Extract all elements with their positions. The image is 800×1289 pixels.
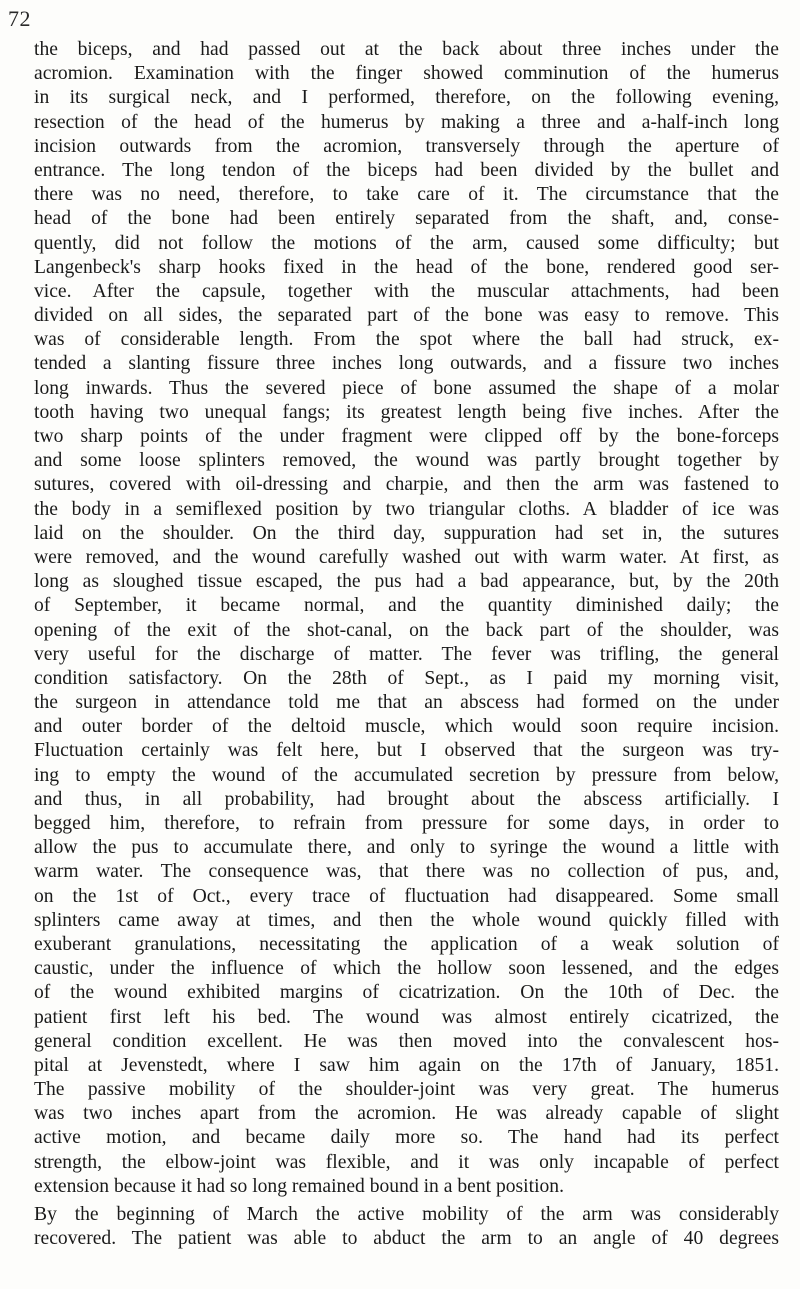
page-number: 72 [8, 6, 31, 31]
text-line: recovered. The patient was able to abduct the arm to an angle of 40 degrees [34, 1228, 779, 1250]
text-line: and thus, in all probability, had brought about the abscess artificially. I [34, 788, 779, 810]
text-line: allow the pus to accumulate there, and only to syringe the wound a little with [34, 837, 779, 859]
text-line: very useful for the discharge of matter. The fever was trifling, the general [34, 643, 779, 665]
text-line: in its surgical neck, and I performed, therefore, on the following evening, [34, 87, 779, 109]
text-line: opening of the exit of the shot-canal, on the back part of the shoulder, was [34, 619, 779, 641]
text-line: exuberant granulations, necessitating the application of a weak solution of [34, 933, 779, 955]
body-text [34, 38, 779, 1251]
text-line: long inwards. Thus the severed piece of bone assumed the shape of a molar [34, 377, 779, 399]
paragraph-2 [34, 1203, 779, 1251]
text-line: begged him, therefore, to refrain from pressure for some days, in order to [34, 813, 779, 834]
text-line: tooth having two unequal fangs; its greatest length being five inches. After the [34, 401, 779, 423]
text-line: the body in a semiflexed position by two triangular cloths. A bladder of ice was [34, 498, 779, 520]
text-line: there was no need, therefore, to take care of it. The circumstance that the [34, 184, 779, 206]
text-line: of September, it became normal, and the quantity diminished daily; the [34, 595, 779, 617]
text-line: were removed, and the wound carefully washed out with warm water. At first, as [34, 546, 779, 568]
text-line: Fluctuation certainly was felt here, but I observed that the surgeon was try- [34, 740, 779, 762]
text-line: laid on the shoulder. On the third day, suppuration had set in, the sutures [34, 522, 779, 544]
text-line: resection of the head of the humerus by making a three and a-half-inch long [34, 111, 779, 133]
text-line: entrance. The long tendon of the biceps had been divided by the bullet and [34, 159, 779, 181]
text-line: divided on all sides, the separated part of the bone was easy to remove. This [34, 305, 779, 327]
text-line: acromion. Examination with the finger showed comminution of the humerus [34, 63, 779, 85]
text-line: pital at Jevenstedt, where I saw him again on the 17th of January, 1851. [34, 1054, 779, 1076]
text-line: tended a slanting fissure three inches long outwards, and a fissure two inches [34, 353, 779, 375]
text-line: the biceps, and had passed out at the back about three inches under the [34, 39, 779, 60]
text-line: the surgeon in attendance told me that an abscess had formed on the under [34, 692, 779, 714]
text-line: and outer border of the deltoid muscle, which would soon require incision. [34, 716, 779, 738]
text-line: patient first left his bed. The wound was almost entirely cicatrized, the [34, 1006, 779, 1028]
text-line: general condition excellent. He was then moved into the convalescent hos- [34, 1030, 779, 1052]
text-line: vice. After the capsule, together with the muscular attachments, had been [34, 280, 779, 302]
text-line: two sharp points of the under fragment were clipped off by the bone-forceps [34, 426, 779, 447]
text-line: Langenbeck's sharp hooks fixed in the head of the bone, rendered good ser- [34, 256, 779, 278]
text-line: ing to empty the wound of the accumulated secretion by pressure from below, [34, 764, 779, 786]
text-line: extension because it had so long remained bound in a bent position. [34, 1175, 565, 1197]
text-line: By the beginning of March the active mobility of the arm was considerably [34, 1204, 779, 1225]
text-line: of the wound exhibited margins of cicatrization. On the 10th of Dec. the [34, 982, 779, 1004]
text-line: was of considerable length. From the spot where the ball had struck, ex- [34, 329, 779, 351]
text-line: incision outwards from the acromion, transversely through the aperture of [34, 135, 779, 157]
text-line: warm water. The consequence was, that there was no collection of pus, and, [34, 861, 779, 883]
text-line: splinters came away at times, and then the whole wound quickly filled with [34, 909, 779, 931]
text-line: The passive mobility of the shoulder-joint was very great. The humerus [34, 1079, 779, 1101]
text-line: head of the bone had been entirely separated from the shaft, and, conse- [34, 208, 779, 230]
text-line: active motion, and became daily more so. The hand had its perfect [34, 1127, 779, 1149]
text-line: long as sloughed tissue escaped, the pus had a bad appearance, but, by the 20th [34, 571, 779, 593]
paragraph-1 [34, 38, 779, 1199]
text-line: and some loose splinters removed, the wound was partly brought together by [34, 450, 779, 472]
text-line: sutures, covered with oil-dressing and charpie, and then the arm was fastened to [34, 474, 779, 496]
text-line: quently, did not follow the motions of the arm, caused some difficulty; but [34, 232, 779, 254]
text-line: condition satisfactory. On the 28th of Sept., as I paid my morning visit, [34, 667, 779, 689]
text-line: on the 1st of Oct., every trace of fluctuation had disappeared. Some small [34, 885, 779, 907]
text-line: caustic, under the influence of which the hollow soon lessened, and the edges [34, 958, 779, 980]
text-line: strength, the elbow-joint was flexible, and it was only incapable of perfect [34, 1151, 779, 1173]
text-line: was two inches apart from the acromion. He was already capable of slight [34, 1103, 779, 1125]
